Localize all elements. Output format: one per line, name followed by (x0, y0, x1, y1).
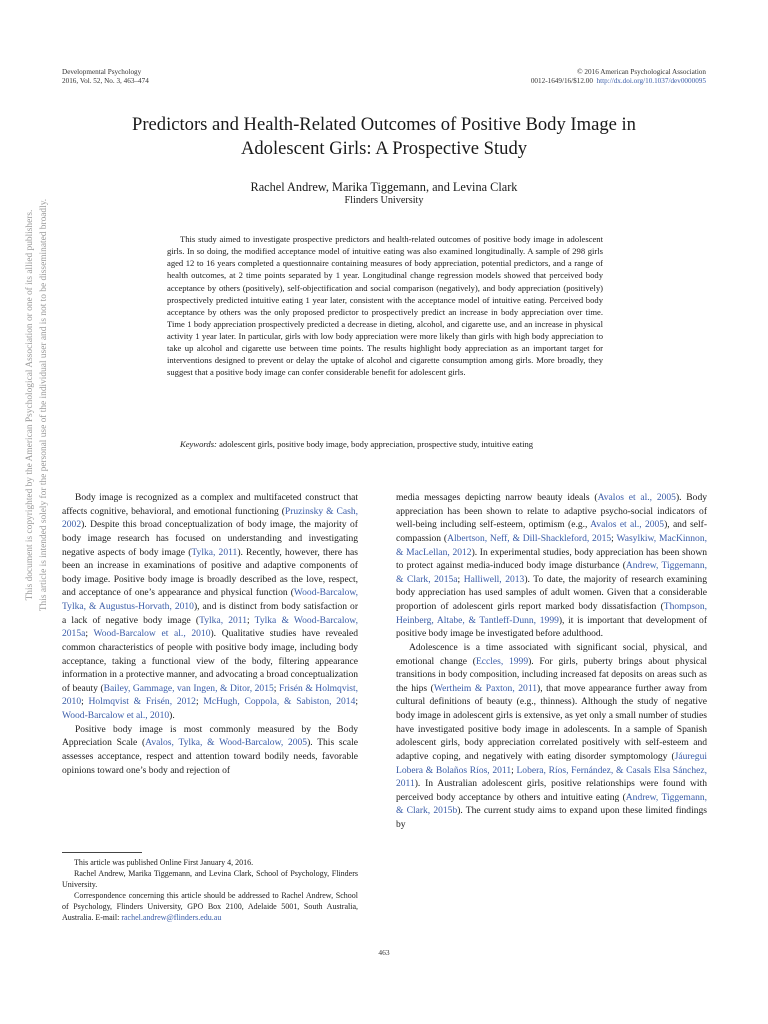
running-header-left (62, 68, 149, 86)
body-column-left (62, 491, 358, 777)
body-column-right (396, 491, 707, 832)
body-paragraph: Positive body image is most commonly measured by the Body Appreciation Scale (Avalos, Tylka, & Wood-Barcalow, 2005). This scale assesses acceptance, respect and attention toward bodily needs, favorable opinions toward one’s body and rejection of (62, 723, 358, 776)
citation-link[interactable]: Tylka & Wood-Barcalow, 2015a (62, 614, 358, 640)
copyright-watermark (23, 170, 51, 640)
copyright-notice: © 2016 American Psychological Association (577, 68, 706, 76)
journal-name: Developmental Psychology (62, 68, 142, 76)
citation-link[interactable]: Frisén & Holmqvist, 2010 (62, 682, 358, 708)
citation-link[interactable]: Tylka, 2011 (199, 614, 247, 626)
keywords-label: Keywords: (180, 439, 217, 449)
citation-link[interactable]: Halliwell, 2013 (463, 573, 525, 585)
body-paragraph: Adolescence is a time associated with significant social, physical, and emotional change (Eccles, 1999). For girls, puberty brings about physical transitions in body composition, including increased fat deposits on areas such as the hips (Wertheim & Paxton, 2011), that move appearance further away from cultural definitions of beauty (e.g., thinness). Although the study of negative body image in adolescent girls is extensive, as yet only a small number of studies have investigated positive body image in adolescents. In a sample of Spanish adolescent girls, body appreciation correlated positively with self-esteem and adaptive coping, and negatively with eating disorder symptomology (Jáuregui Lobera & Bolaños Ríos, 2011; Lobera, Ríos, Fernández, & Casals Elsa Sánchez, 2011). In Australian adolescent girls, positive relationships were found with perceived body acceptance by others and intuitive eating (Andrew, Tiggemann, & Clark, 2015b). The current study aims to expand upon these limited findings by (396, 641, 708, 830)
citation-link[interactable]: Eccles, 1999 (475, 655, 529, 667)
keywords-text: adolescent girls, positive body image, body appreciation, prospective study, intuitive eating (219, 439, 534, 449)
citation-link[interactable]: Wasylkiw, MacKinnon, & MacLellan, 2012 (396, 532, 707, 558)
watermark-line-1: This document is copyrighted by the American Psychological Association or one of its allied publishers. (25, 209, 35, 601)
title-line-2: Adolescent Girls: A Prospective Study (240, 138, 528, 159)
citation-link[interactable]: Andrew, Tiggemann, & Clark, 2015a (396, 560, 707, 585)
citation-link[interactable]: Pruzinsky & Cash, 2002 (62, 505, 358, 531)
keywords (167, 438, 603, 450)
doi-link[interactable]: http://dx.doi.org/10.1037/dev0000095 (596, 77, 706, 85)
citation-link[interactable]: Tylka, 2011 (191, 546, 238, 558)
issn-doi (531, 77, 706, 86)
citation-link[interactable]: Bailey, Gammage, van Ingen, & Ditor, 2015 (103, 682, 274, 694)
citation-link[interactable]: Wood-Barcalow et al., 2010 (93, 628, 211, 640)
footnote: Rachel Andrew, Marika Tiggemann, and Levina Clark, School of Psychology, Flinders University. (62, 869, 358, 890)
body-paragraph: Body image is recognized as a complex and multifaceted construct that affects cognitive, behavioral, and emotional functioning (Pruzinsky & Cash, 2002). Despite this broad conceptualization of body image, the majority of body image research has focused on understanding and investigating negative aspects of body image (Tylka, 2011). Recently, however, there has been an increase in examinations of positive and adaptive components of body image. Positive body image is broadly described as the love, respect, and acceptance of one’s appearance and physical function (Wood-Barcalow, Tylka, & Augustus-Horvath, 2010), and is distinct from body satisfaction or a lack of negative body image (Tylka, 2011; Tylka & Wood-Barcalow, 2015a; Wood-Barcalow et al., 2010). Qualitative studies have revealed common characteristics of people with positive body image, including body acceptance, taking a functional view of the body, filtering appearance information in a protective manner, and advocating a broad conceptualization of beauty (Bailey, Gammage, van Ingen, & Ditor, 2015; Frisén & Holmqvist, 2010; Holmqvist & Frisén, 2012; McHugh, Coppola, & Sabiston, 2014; Wood-Barcalow et al., 2010). (62, 492, 359, 721)
page-number: 463 (378, 948, 390, 957)
citation-link[interactable]: Avalos, Tylka, & Wood-Barcalow, 2005 (145, 737, 308, 749)
citation-link[interactable]: Thompson, Heinberg, Altabe, & Tantleff-Dunn, 1999 (396, 601, 707, 626)
citation-link[interactable]: Wertheim & Paxton, 2011 (433, 682, 538, 694)
abstract: This study aimed to investigate prospective predictors and health-related outcomes of positive body image in adolescent girls. In so doing, the modified acceptance model of intuitive eating was also examined longitudinally. A sample of 298 girls aged 12 to 16 years completed a questionnaire containing measures of body appreciation, potential predictors, and a range of health outcomes, at 2 time points separated by 1 year. Longitudinal change regression models showed that perceived body acceptance by others (positively), self-objectification and social comparison (negatively), and body appreciation (positively) prospectively predicted intuitive eating 1 year later, consistent with the acceptance model of intuitive eating. Perceived body acceptance by others was the only proposed predictor to prospectively predict an increase in body appreciation over time. Time 1 body appreciation prospectively predicted a decrease in dieting, alcohol, and cigarette use, and an increase in physical activity 1 year later. In particular, girls with low body appreciation were more likely than girls with high body appreciation to take up alcohol and cigarette use between time points. The results highlight body appreciation as an important target for interventions designed to prevent or delay the uptake of alcohol and cigarette consumption among girls. More broadly, they suggest that a positive body image can confer considerable benefit for adolescent girls. (167, 234, 603, 378)
citation-link[interactable]: Wood-Barcalow, Tylka, & Augustus-Horvath, 2010 (62, 587, 358, 612)
journal-volume: 2016, Vol. 52, No. 3, 463–474 (62, 77, 149, 85)
citation-link[interactable]: Avalos et al., 2005 (597, 492, 676, 503)
citation-link[interactable]: Albertson, Neff, & Dill-Shackleford, 2015 (447, 532, 612, 544)
citation-link[interactable]: Andrew, Tiggemann, & Clark, 2015b (396, 791, 707, 817)
citation-link[interactable]: Avalos et al., 2005 (590, 519, 665, 531)
citation-link[interactable]: McHugh, Coppola, & Sabiston, 2014 (203, 696, 356, 708)
footnote-divider (62, 852, 142, 853)
author-list: Rachel Andrew, Marika Tiggemann, and Levina Clark (250, 180, 518, 194)
issn: 0012-1649/16/$12.00 (530, 77, 593, 85)
title-line-1: Predictors and Health-Related Outcomes of Positive Body Image in (132, 114, 636, 135)
citation-link[interactable]: Holmqvist & Frisén, 2012 (88, 696, 196, 708)
watermark-line-2: This article is intended solely for the personal use of the individual user and is not to be disseminated broadly. (39, 198, 49, 612)
citation-link[interactable]: Jáuregui Lobera & Bolaños Ríos, 2011 (396, 750, 707, 776)
email-link[interactable]: rachel.andrew@flinders.edu.au (121, 913, 222, 923)
citation-link[interactable]: Wood-Barcalow et al., 2010 (62, 710, 170, 721)
body-paragraph: media messages depicting narrow beauty ideals (Avalos et al., 2005). Body appreciation has been shown to relate to adaptive psycho-social indicators of well-being including self-esteem, optimism (e.g., Avalos et al., 2005), and self-compassion (Albertson, Neff, & Dill-Shackleford, 2015; Wasylkiw, MacKinnon, & MacLellan, 2012). In experimental studies, body appreciation has been shown to protect against media-induced body image disturbance (Andrew, Tiggemann, & Clark, 2015a; Halliwell, 2013). To date, the majority of research examining body appreciation has used samples of adult women. Given that a considerable proportion of adolescent girls report marked body dissatisfaction (Thompson, Heinberg, Altabe, & Tantleff-Dunn, 1999), it is important that development of positive body image be investigated before adulthood. (396, 492, 707, 640)
footnote: This article was published Online First January 4, 2016. (74, 858, 254, 867)
footnotes (62, 857, 358, 924)
article-title (60, 113, 708, 161)
footnote: Correspondence concerning this article should be addressed to Rachel Andrew, School of Psychology, Flinders University, GPO Box 2100, Adelaide 5001, South Australia, Australia. E-mail: rachel.andrew@flinders.edu.au (62, 891, 358, 923)
citation-link[interactable]: Lobera, Ríos, Fernández, & Casals Elsa Sánchez, 2011 (396, 764, 708, 790)
affiliation: Flinders University (344, 195, 424, 206)
running-header-right (531, 68, 706, 86)
